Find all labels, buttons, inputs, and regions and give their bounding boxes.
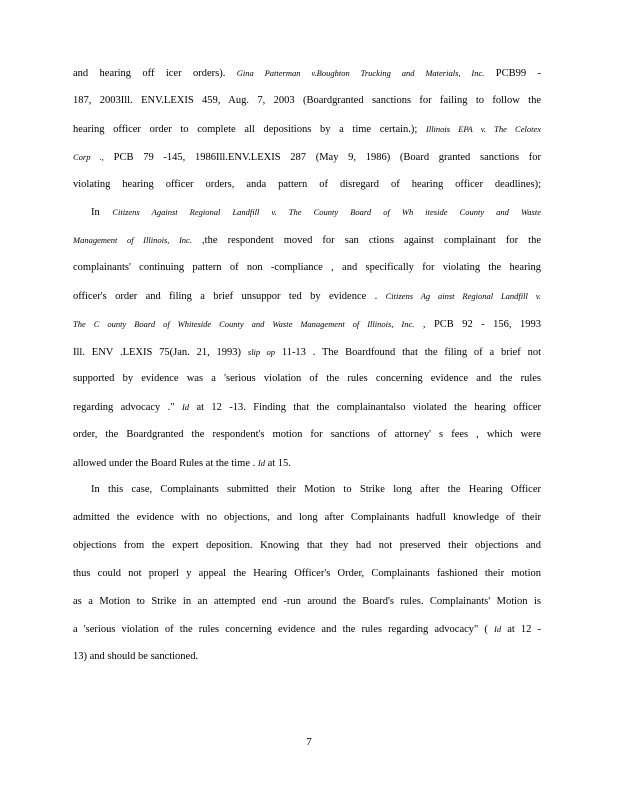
- text-line: [73, 233, 541, 247]
- page-number: 7: [306, 736, 312, 748]
- italic-citation: Illinois EPA v. The Celotex: [426, 124, 541, 134]
- text-segment: In: [91, 207, 100, 218]
- text-segment: supported by evidence was a 'serious violation of the rules concerning evidence and the rules: [73, 373, 541, 384]
- text-segment: , PCB 92 - 156, 1993: [422, 319, 541, 330]
- italic-citation: The C ounty Board of Whiteside County and Waste Management of Illinois, Inc.: [73, 319, 415, 329]
- text-segment: ,the respondent moved for san ctions against complainant for the: [202, 235, 541, 246]
- text-line: [73, 289, 541, 303]
- text-segment: PCB 79 -145, 1986Ill.ENV.LEXIS 287 (May 9, 1986) (Board granted sanctions for: [113, 152, 541, 163]
- italic-citation: Gina Patterman v.Boughton Trucking and Materials, Inc.: [236, 68, 485, 78]
- text-line: [73, 622, 541, 636]
- italic-citation: Id: [257, 458, 265, 468]
- text-segment: as a Motion to Strike in an attempted end -run around the Board's rules. Complainants' Motion is: [73, 596, 541, 607]
- text-line: [73, 511, 541, 525]
- text-line: [91, 205, 541, 219]
- text-line: [73, 539, 541, 553]
- italic-citation: slip op: [247, 347, 275, 357]
- text-line: [73, 178, 541, 192]
- italic-citation: Id: [494, 624, 502, 634]
- text-segment: 187, 2003Ill. ENV.LEXIS 459, Aug. 7, 2003 (Boardgranted sanctions for failing to follow the: [73, 95, 541, 106]
- text-segment: objections from the expert deposition. Knowing that they had not preserved their objections and: [73, 540, 541, 551]
- italic-citation: Id: [181, 402, 190, 412]
- italic-citation: Citizens Ag ainst Regional Landfill v.: [385, 291, 541, 301]
- text-segment: PCB99 -: [495, 68, 541, 79]
- text-line: [73, 66, 541, 80]
- italic-citation: Corp .,: [73, 152, 104, 162]
- text-segment: at 12 -13. Finding that the complainantalso violated the hearing officer: [196, 402, 541, 413]
- text-line: [73, 345, 541, 359]
- text-segment: violating hearing officer orders, anda pattern of disregard of hearing officer deadlines);: [73, 179, 541, 190]
- text-line: [73, 400, 541, 414]
- text-segment: 13) and should be sanctioned.: [73, 651, 199, 662]
- text-line: [73, 94, 541, 108]
- text-line: [73, 650, 541, 664]
- text-segment: regarding advocacy .": [73, 402, 175, 413]
- text-line: [73, 317, 541, 331]
- text-segment: at 12 -: [507, 624, 541, 635]
- text-segment: complainants' continuing pattern of non -compliance , and specifically for violating the hearing: [73, 262, 541, 273]
- text-segment: a 'serious violation of the rules concerning evidence and the rules regarding advocacy" (: [73, 624, 488, 635]
- text-line: [91, 483, 541, 497]
- text-segment: allowed under the Board Rules at the time .: [73, 458, 256, 469]
- text-line: [73, 122, 541, 136]
- italic-citation: Management of Illinois, Inc.: [73, 235, 192, 245]
- text-segment: hearing officer order to complete all depositions by a time certain.);: [73, 124, 418, 135]
- text-segment: order, the Boardgranted the respondent's motion for sanctions of attorney' s fees , which were: [73, 429, 541, 440]
- text-segment: In this case, Complainants submitted their Motion to Strike long after the Hearing Officer: [91, 484, 541, 495]
- text-segment: 11-13 . The Boardfound that the filing of a brief not: [281, 347, 541, 358]
- text-line: [73, 456, 541, 470]
- text-line: [73, 428, 541, 442]
- text-segment: thus could not properl y appeal the Hearing Officer's Order, Complainants fashioned their motion: [73, 568, 541, 579]
- text-line: [73, 150, 541, 164]
- text-line: [73, 261, 541, 275]
- italic-citation: Citizens Against Regional Landfill v. The County Board of Wh iteside County and Waste: [112, 207, 541, 217]
- text-segment: and hearing off icer orders).: [73, 68, 226, 79]
- text-segment: at 15.: [267, 458, 291, 469]
- text-segment: admitted the evidence with no objections, and long after Complainants hadfull knowledge of their: [73, 512, 541, 523]
- text-line: [73, 595, 541, 609]
- text-segment: Ill. ENV .LEXIS 75(Jan. 21, 1993): [73, 347, 242, 358]
- text-line: [73, 372, 541, 386]
- text-line: [73, 567, 541, 581]
- text-segment: officer's order and filing a brief unsuppor ted by evidence .: [73, 291, 378, 302]
